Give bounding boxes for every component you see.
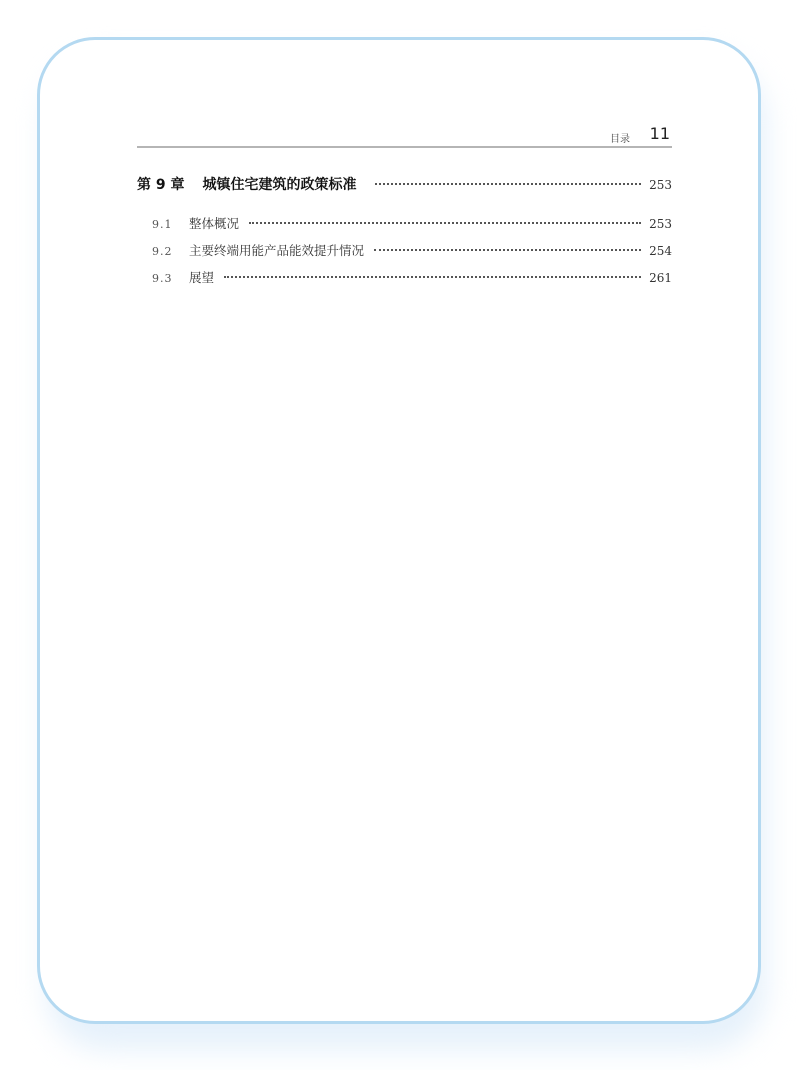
running-header [137, 124, 672, 148]
toc-chapter-entry[interactable] [137, 174, 672, 198]
section-number: 9.3 [152, 272, 173, 285]
chapter-page-number: 253 [649, 178, 672, 192]
chapter-number: 第 9 章 [137, 177, 185, 193]
section-title: 展望 [189, 270, 215, 285]
dot-leader [375, 183, 642, 185]
section-number: 9.1 [152, 218, 173, 231]
dot-leader [249, 222, 641, 224]
section-title: 整体概况 [189, 216, 240, 231]
table-of-contents [137, 174, 672, 295]
toc-section-entry[interactable] [137, 214, 672, 241]
toc-section-entry[interactable] [137, 241, 672, 268]
dot-leader [224, 276, 641, 278]
chapter-title: 城镇住宅建筑的政策标准 [202, 177, 357, 193]
header-page-number: 11 [649, 124, 670, 143]
section-page-number: 254 [649, 244, 672, 258]
header-label: 目录 [610, 134, 630, 145]
section-page-number: 261 [649, 271, 672, 285]
section-page-number: 253 [649, 217, 672, 231]
section-number: 9.2 [152, 245, 173, 258]
section-title: 主要终端用能产品能效提升情况 [189, 243, 365, 258]
dot-leader [374, 249, 641, 251]
toc-section-entry[interactable] [137, 268, 672, 295]
